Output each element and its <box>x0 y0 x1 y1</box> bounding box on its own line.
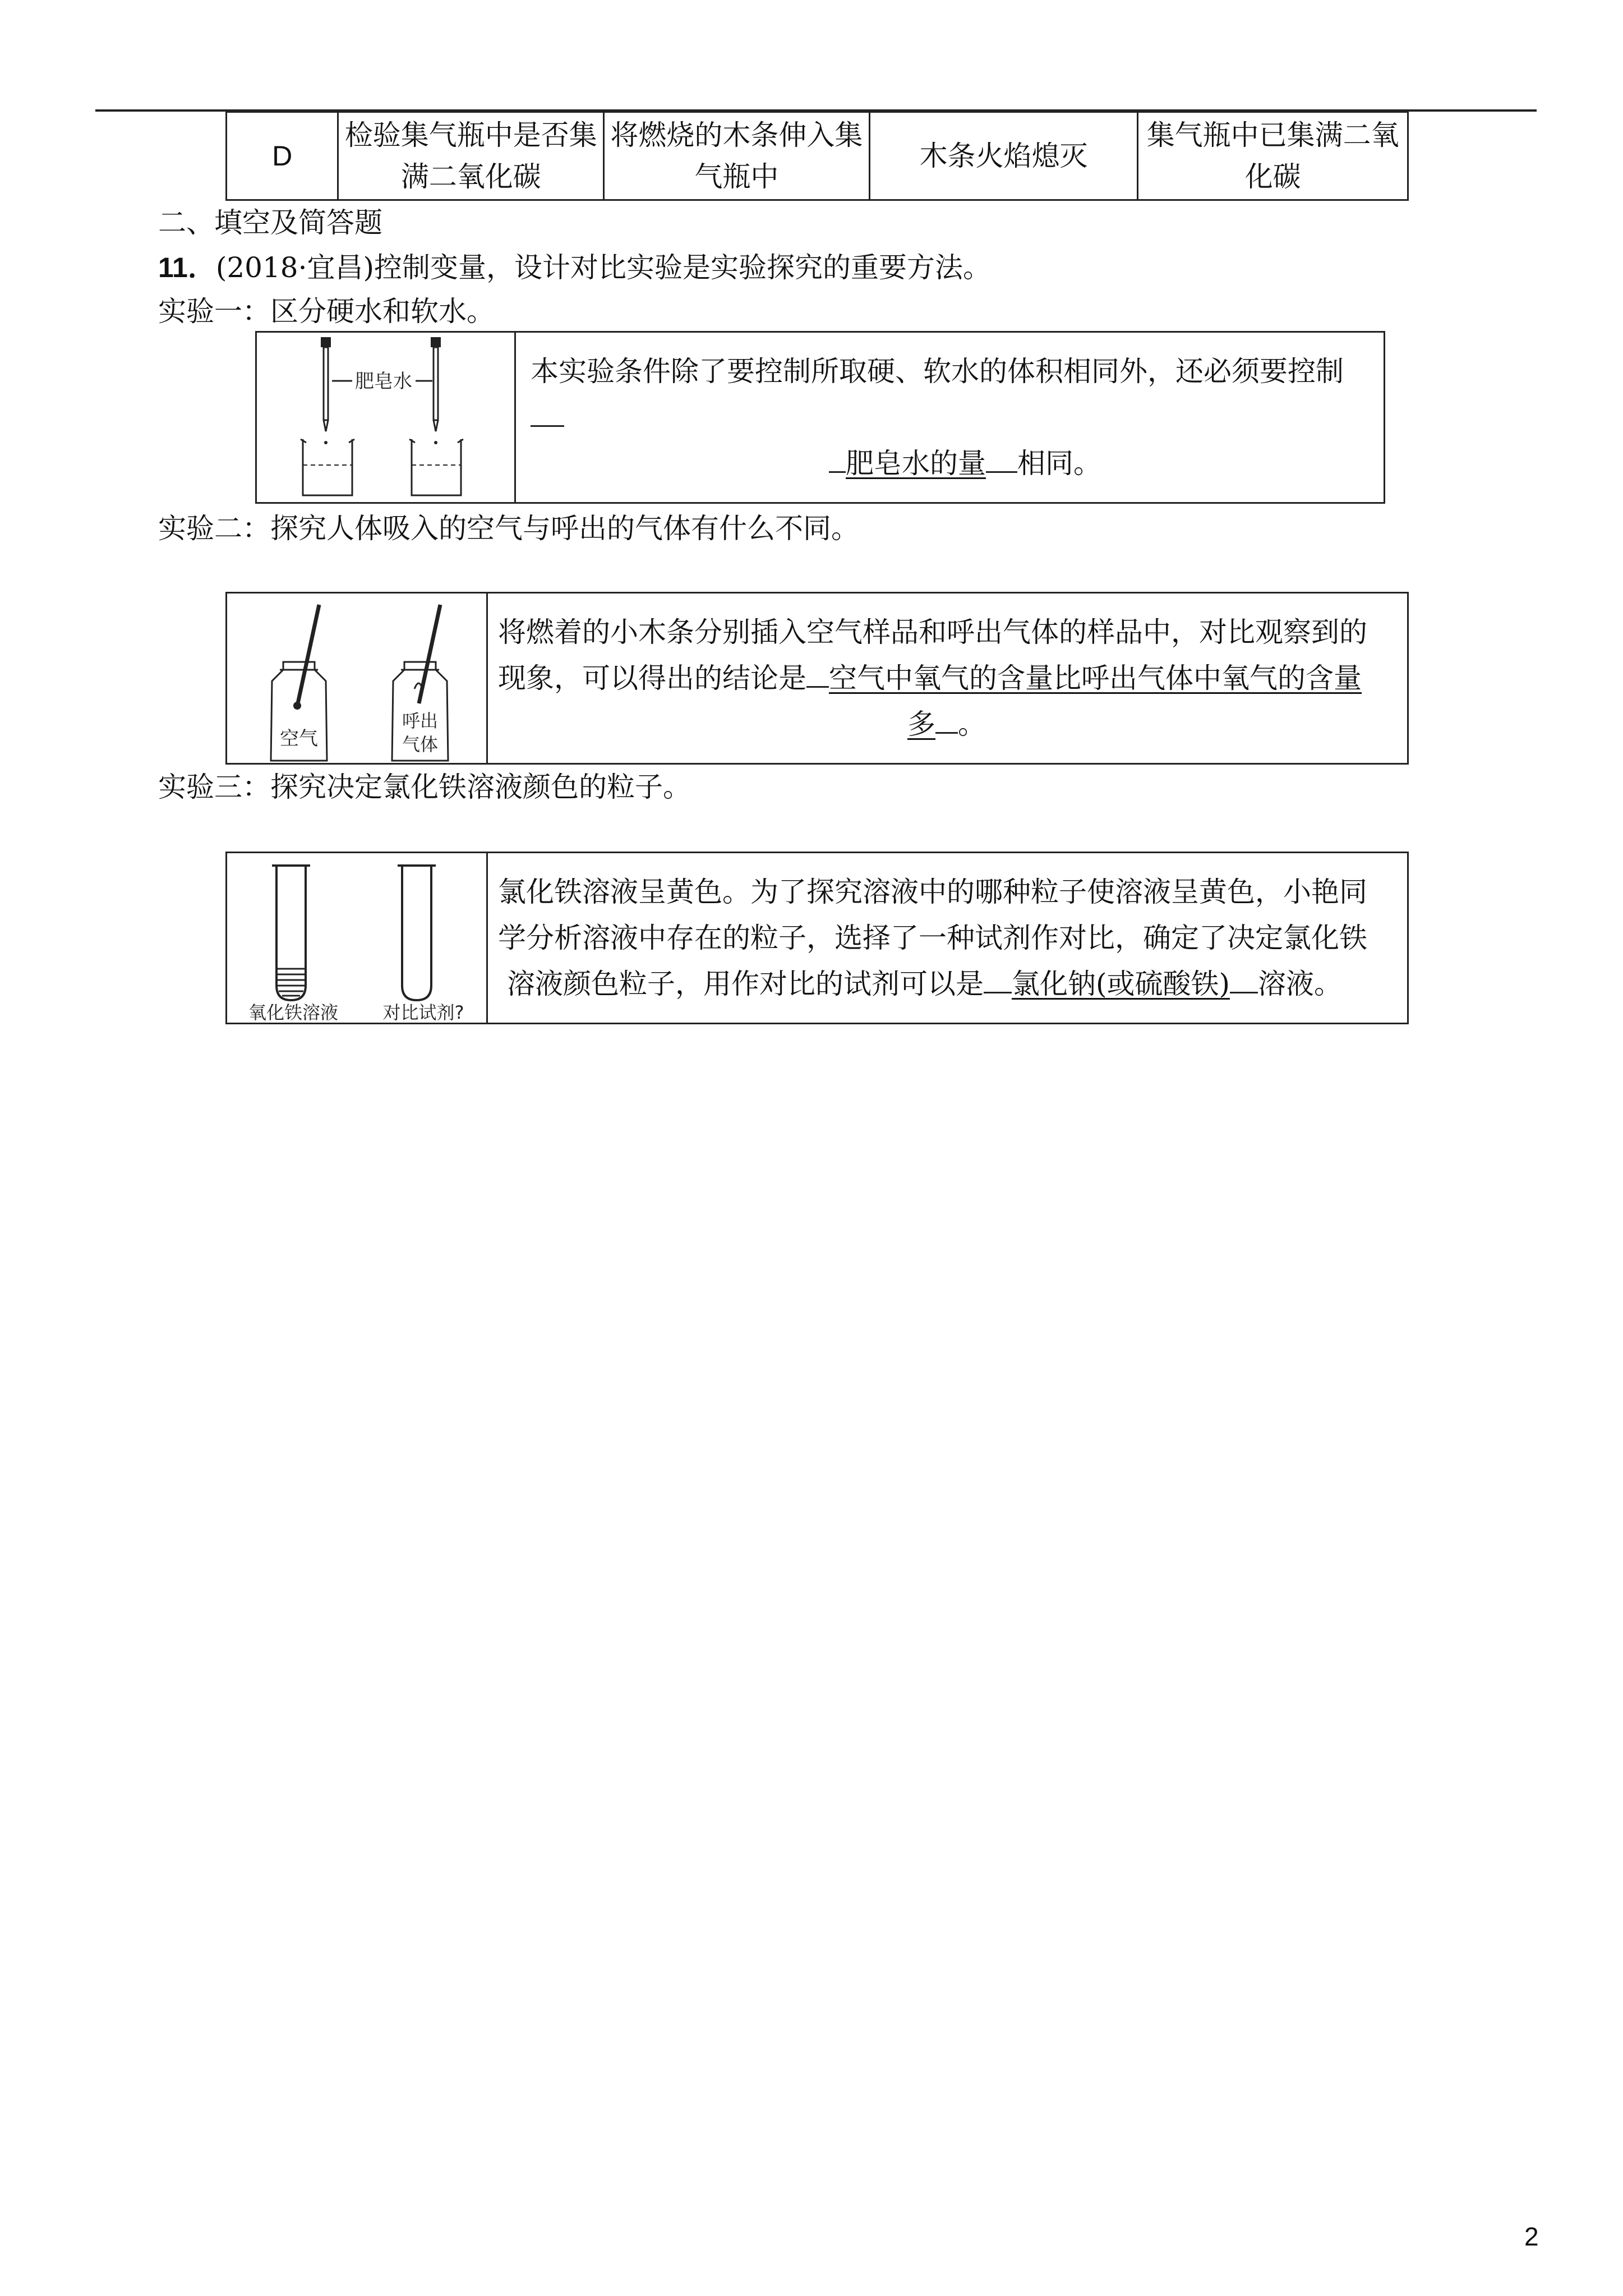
experiment-2-answer-part-2: 多 <box>907 708 935 740</box>
ferric-solution-label: 氧化铁溶液 <box>248 1002 339 1023</box>
experiment-3-answer: 氯化钠(或硫酸铁) <box>1012 968 1230 1000</box>
experiment-1-heading: 实验一：区分硬水和软水。 <box>158 295 495 328</box>
blank-line <box>935 704 958 734</box>
experiment-2-text-after: 。 <box>958 708 986 740</box>
experiment-2-line-1: 将燃着的小木条分别插入空气样品和呼出气体的样品中，对比观察到的 <box>498 616 1367 648</box>
page-number: 2 <box>1524 2222 1539 2251</box>
question-11 <box>158 248 991 287</box>
table-conclusion: 集气瓶中已集满二氧化碳 <box>1146 119 1399 193</box>
experiment-3-description <box>488 853 1407 1023</box>
experiment-3-heading: 实验三：探究决定氯化铁溶液颜色的粒子。 <box>158 771 691 803</box>
test-tubes-illustration <box>227 853 486 1023</box>
experiment-3-box <box>225 852 1409 1024</box>
exhaled-label-2: 气体 <box>402 734 439 755</box>
exhaled-label-1: 呼出 <box>402 710 439 731</box>
table-phenomenon: 木条火焰熄灭 <box>870 113 1139 199</box>
experiment-2-box <box>225 592 1409 765</box>
blank-line <box>829 443 846 473</box>
answer-table-row <box>225 111 1409 201</box>
experiment-1-text: 本实验条件除了要控制所取硬、软水的体积相同外，还必须要控制 <box>531 355 1344 388</box>
experiment-2-figure <box>227 593 488 763</box>
experiment-2-line-2: 现象，可以得出的结论是 <box>498 662 806 694</box>
blank-line <box>986 443 1017 473</box>
experiment-1-text-after: 相同。 <box>1017 447 1101 480</box>
table-option: D <box>227 113 339 199</box>
experiment-3-text-after: 溶液。 <box>1258 968 1343 1000</box>
experiment-3-line-3: 溶液颜色粒子，用作对比的试剂可以是 <box>507 968 984 1000</box>
blank-line <box>806 658 829 688</box>
question-stem: 控制变量，设计对比实验是实验探究的重要方法。 <box>374 251 992 284</box>
soap-water-label: 肥皂水 <box>355 370 412 393</box>
blank-line <box>1230 964 1258 993</box>
experiment-1-figure <box>257 333 516 502</box>
gas-bottles-illustration <box>227 593 486 763</box>
question-source: (2018·宜昌) <box>215 251 375 284</box>
experiment-1-description <box>516 333 1384 502</box>
contrast-reagent-label: 对比试剂? <box>382 1002 464 1023</box>
table-method: 将燃烧的木条伸入集气瓶中 <box>605 113 870 199</box>
experiment-1-box <box>255 331 1385 504</box>
section-title: 二、填空及简答题 <box>158 206 382 239</box>
air-label: 空气 <box>280 728 318 750</box>
table-purpose: 检验集气瓶中是否集满二氧化碳 <box>339 113 605 199</box>
experiment-3-line-2: 学分析溶液中存在的粒子，选择了一种试剂作对比，确定了决定氯化铁 <box>498 922 1367 954</box>
experiment-2-description <box>488 593 1407 763</box>
blank-line <box>984 964 1012 993</box>
experiment-2-answer-part-1: 空气中氧气的含量比呼出气体中氧气的含量 <box>829 662 1362 694</box>
blank-line <box>531 397 564 427</box>
experiment-1-answer: 肥皂水的量 <box>846 447 986 480</box>
experiment-2-heading: 实验二：探究人体吸入的空气与呼出的气体有什么不同。 <box>158 512 859 545</box>
beakers-dropper-illustration <box>257 333 514 502</box>
experiment-3-figure <box>227 853 488 1023</box>
experiment-3-line-1: 氯化铁溶液呈黄色。为了探究溶液中的哪种粒子使溶液呈黄色，小艳同 <box>498 876 1367 908</box>
question-number: 11． <box>158 252 216 283</box>
